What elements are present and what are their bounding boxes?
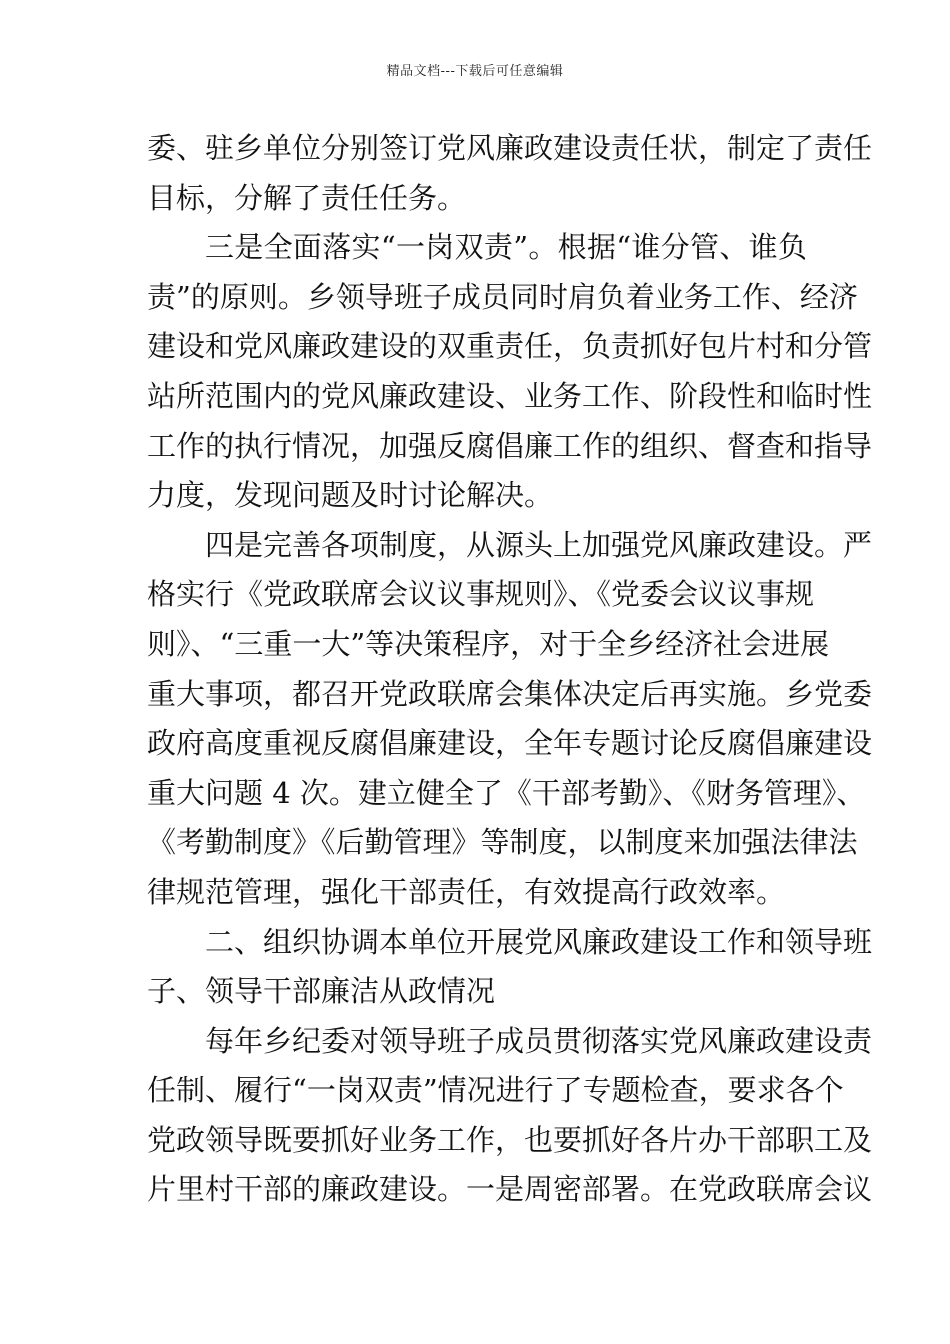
text-line: 力度，发现问题及时讨论解决。	[147, 478, 554, 513]
text-line: 重大问题 4 次。建立健全了《干部考勤》、《财务管理》、	[147, 775, 866, 810]
text-line: 委、驻乡单位分别签订党风廉政建设责任状，制定了责任	[147, 131, 873, 165]
text-line: 任制、履行“一岗双责”情况进行了专题检查，要求各个	[147, 1073, 844, 1108]
text-line: 则》、“三重一大”等决策程序，对于全乡经济社会进展	[147, 626, 830, 661]
text-line: 格实行《党政联席会议议事规则》、《党委会议议事规	[147, 577, 815, 612]
text-line: 站所范围内的党风廉政建设、业务工作、阶段性和临时性	[147, 378, 873, 413]
text-line: 《考勤制度》《后勤管理》等制度，以制度来加强法律法	[147, 825, 858, 860]
section-heading-line: 子、领导干部廉洁从政情况	[147, 974, 496, 1009]
section-heading-line: 二、组织协调本单位开展党风廉政建设工作和领导班	[205, 924, 873, 959]
text-line: 建设和党风廉政建设的双重责任，负责抓好包片村和分管	[147, 329, 873, 364]
text-line: 重大事项，都召开党政联席会集体决定后再实施。乡党委	[147, 676, 873, 711]
page-header: 精品文档---下载后可任意编辑	[386, 64, 564, 79]
paragraph-first-line: 每年乡纪委对领导班子成员贯彻落实党风廉政建设责	[205, 1023, 873, 1058]
text-line: 党政领导既要抓好业务工作，也要抓好各片办干部职工及	[147, 1122, 873, 1157]
paragraph-first-line: 四是完善各项制度，从源头上加强党风廉政建设。严	[205, 527, 873, 562]
document-body	[147, 124, 873, 1215]
text-line: 片里村干部的廉政建设。一是周密部署。在党政联席会议	[147, 1172, 873, 1207]
paragraph-first-line: 三是全面落实“一岗双责”。根据“谁分管、谁负	[205, 230, 807, 265]
text-line: 目标，分解了责任任务。	[147, 180, 467, 215]
text-line: 律规范管理，强化干部责任，有效提高行政效率。	[147, 874, 786, 909]
text-line: 工作的执行情况，加强反腐倡廉工作的组织、督查和指导	[147, 428, 873, 463]
text-line: 政府高度重视反腐倡廉建设，全年专题讨论反腐倡廉建设	[147, 726, 873, 761]
text-line: 责”的原则。乡领导班子成员同时肩负着业务工作、经济	[147, 279, 858, 314]
